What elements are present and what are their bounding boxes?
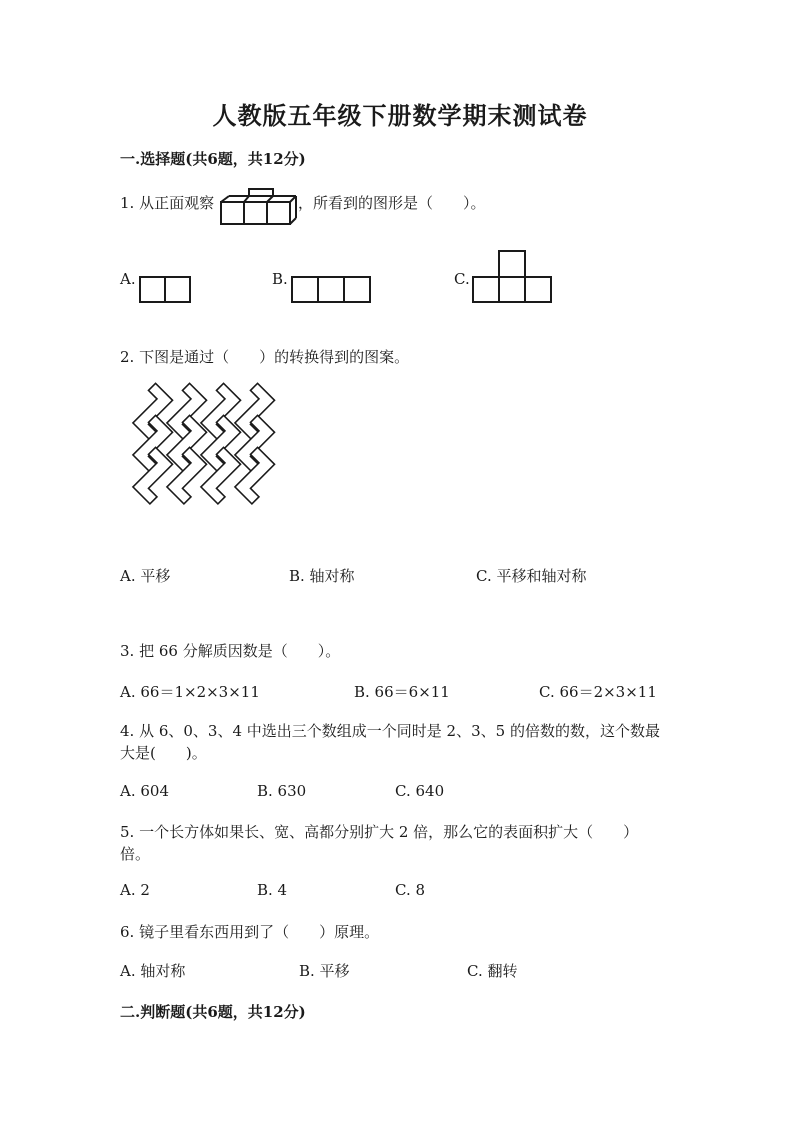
q6-option-a: A. 轴对称 (120, 962, 186, 980)
section-heading-choice: 一.选择题(共6题，共12分) (120, 150, 306, 168)
q5-option-b: B. 4 (257, 881, 288, 899)
q3-option-b: B. 66＝6×11 (354, 683, 450, 701)
q6-option-c: C. 翻转 (467, 962, 518, 980)
q1-option-b-label: B. (272, 270, 288, 288)
q3-stem: 3. 把 66 分解质因数是（ ）。 (120, 642, 341, 660)
q2-option-c: C. 平移和轴对称 (476, 567, 587, 585)
q6-stem: 6. 镜子里看东西用到了（ ）原理。 (120, 923, 380, 941)
q1-solid-figure (218, 188, 298, 228)
q4-option-a: A. 604 (120, 782, 169, 800)
q5-option-c: C. 8 (395, 881, 426, 899)
q2-lattice-pattern (118, 400, 268, 522)
q2-option-a: A. 平移 (120, 567, 171, 585)
q4-stem-line1: 4. 从 6、0、3、4 中选出三个数组成一个同时是 2、3、5 的倍数的数，这个数最 (120, 722, 660, 740)
q2-option-b: B. 轴对称 (289, 567, 355, 585)
q1-option-b-figure (291, 276, 371, 304)
q3-option-a: A. 66＝1×2×3×11 (120, 683, 260, 701)
q3-option-c: C. 66＝2×3×11 (539, 683, 657, 701)
q1-stem-before: 1. 从正面观察 (120, 194, 215, 212)
q1-option-a-figure (139, 276, 193, 304)
q1-option-c-label: C. (454, 270, 470, 288)
page-title: 人教版五年级下册数学期末测试卷 (212, 101, 588, 130)
q4-stem-line2: 大是( )。 (120, 744, 207, 762)
q1-option-c-figure (472, 250, 552, 304)
q5-stem-line2: 倍。 (120, 845, 151, 863)
q5-option-a: A. 2 (120, 881, 150, 899)
section-heading-judgment: 二.判断题(共6题，共12分) (120, 1003, 306, 1021)
q1-stem-after: ，所看到的图形是（ ）。 (298, 194, 486, 212)
q2-stem: 2. 下图是通过（ ）的转换得到的图案。 (120, 348, 410, 366)
q4-option-c: C. 640 (395, 782, 445, 800)
q4-option-b: B. 630 (257, 782, 307, 800)
q5-stem-line1: 5. 一个长方体如果长、宽、高都分别扩大 2 倍，那么它的表面积扩大（ ） (120, 823, 639, 841)
q1-option-a-label: A. (120, 270, 136, 288)
q6-option-b: B. 平移 (299, 962, 350, 980)
